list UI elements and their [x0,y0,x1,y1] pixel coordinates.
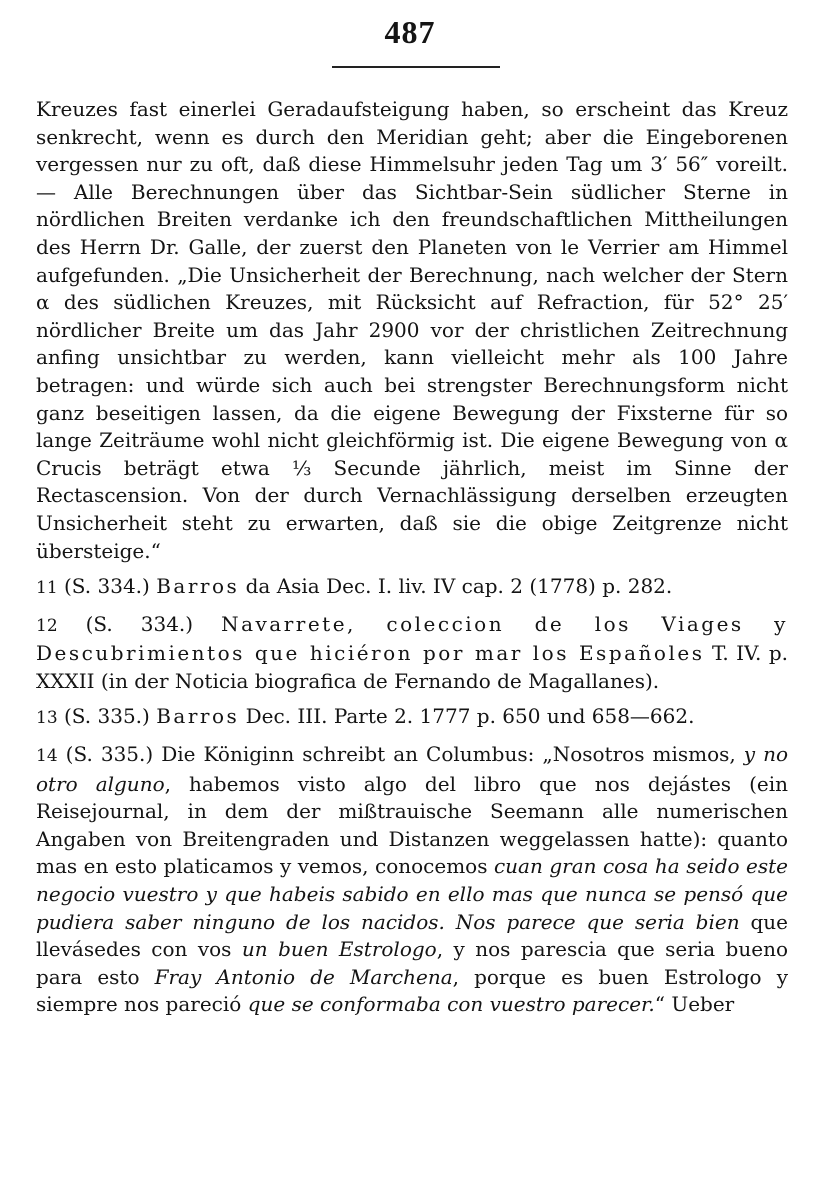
italic-quote-segment: que se conformaba con vuestro parecer. [247,992,655,1017]
italic-quote-segment: Fray Antonio de Marchena [154,964,453,989]
footnote-13 [36,703,788,733]
text-segment: “ Ueber [654,992,735,1017]
footnote-number: 14 [36,746,58,767]
footnote-number: 13 [36,708,58,729]
footnote-number: 12 [36,615,58,636]
footnote-ref: (S. 335.) [65,742,154,767]
footnote-text: T. IV. p. XXXII (in der Noticia biografica de Fernando de Magallanes). [36,641,788,693]
footnote-text: Dec. III. Parte 2. 1777 p. 650 und 658—662. [245,704,695,729]
page-number: 487 [384,14,436,50]
footnote-text: da Asia Dec. I. liv. IV cap. 2 (1778) p. 282. [245,574,673,599]
italic-quote-segment: y no otro alguno [36,742,789,796]
text-segment: , y nos parescia que seria bueno para esto [36,937,788,989]
italic-quote-segment: cuan gran cosa ha seido este negocio vuestro y que habeis sabido en ello mas que nunca se pensó que pudiera saber ninguno de los nacidos. Nos parece que seria bien [36,854,788,934]
italic-quote-segment: un buen Estrologo [241,937,437,962]
continuation-paragraph: Kreuzes fast einerlei Geradaufsteigung haben, so erscheint das Kreuz senkrecht, wenn es durch den Meridian geht; aber die Eingeborenen vergessen nur zu oft, daß diese Himmelsuhr jeden Tag um 3′ 56″ voreilt. — Alle Berechnungen über das Sichtbar-Sein südlicher Sterne in nördlichen Breiten verdanke ich den freundschaftlichen Mittheilungen des Herrn Dr. Galle, der zuerst den Planeten von le Verrier am Himmel aufgefunden. „Die Unsicherheit der Berechnung, nach welcher der Stern α des südlichen Kreuzes, mit Rücksicht auf Refraction, für 52° 25′ nördlicher Breite um das Jahr 2900 vor der christlichen Zeitrechnung anfing unsichtbar zu werden, kann vielleicht mehr als 100 Jahre betragen: und würde sich auch bei strengster Berechnungsform nicht ganz beseitigen lassen, da die eigene Bewegung der Fixsterne für so lange Zeiträume wohl nicht gleichförmig ist. Die eigene Bewegung von α Crucis beträgt etwa ⅓ Secunde jährlich, meist im Sinne der Rectascension. Von der durch Vernachlässigung derselben erzeugten Unsicherheit steht zu erwarten, daß sie die obige Zeitgrenze nicht übersteige.“ [36,97,788,563]
text-segment: que llevásedes con vos [36,909,788,962]
footnote-ref: (S. 334.) [64,574,150,599]
footnote-12 [36,611,788,696]
text-segment: , porque es buen Estrologo y siempre nos pareció [36,964,789,1017]
footnote-ref: (S. 334.) [85,611,194,636]
text-segment: , habemos visto algo del libro que nos dejástes (ein Reisejournal, in dem der mißtrauische Seemann alle numerischen Angaben von Breitengraden und Distanzen weggelassen hatte): quanto mas en esto platicamos y vemos, conocemos [36,771,788,879]
footnote-number: 11 [36,578,58,599]
text-segment: Die Königinn schreibt an Columbus: „Nosotros mismos, [161,742,744,767]
footnote-14 [36,741,788,1019]
footnote-author: Barros [156,574,240,599]
footnote-11 [36,573,788,603]
footnote-author: Barros [156,704,240,729]
footnote-author: Navarrete, coleccion de los Viages y Descubrimientos que hiciéron por mar los Españoles [36,611,788,666]
page-body [36,96,788,1019]
footnote-ref: (S. 335.) [64,704,150,729]
footnote-text [36,742,788,1016]
header-rule [332,66,500,68]
